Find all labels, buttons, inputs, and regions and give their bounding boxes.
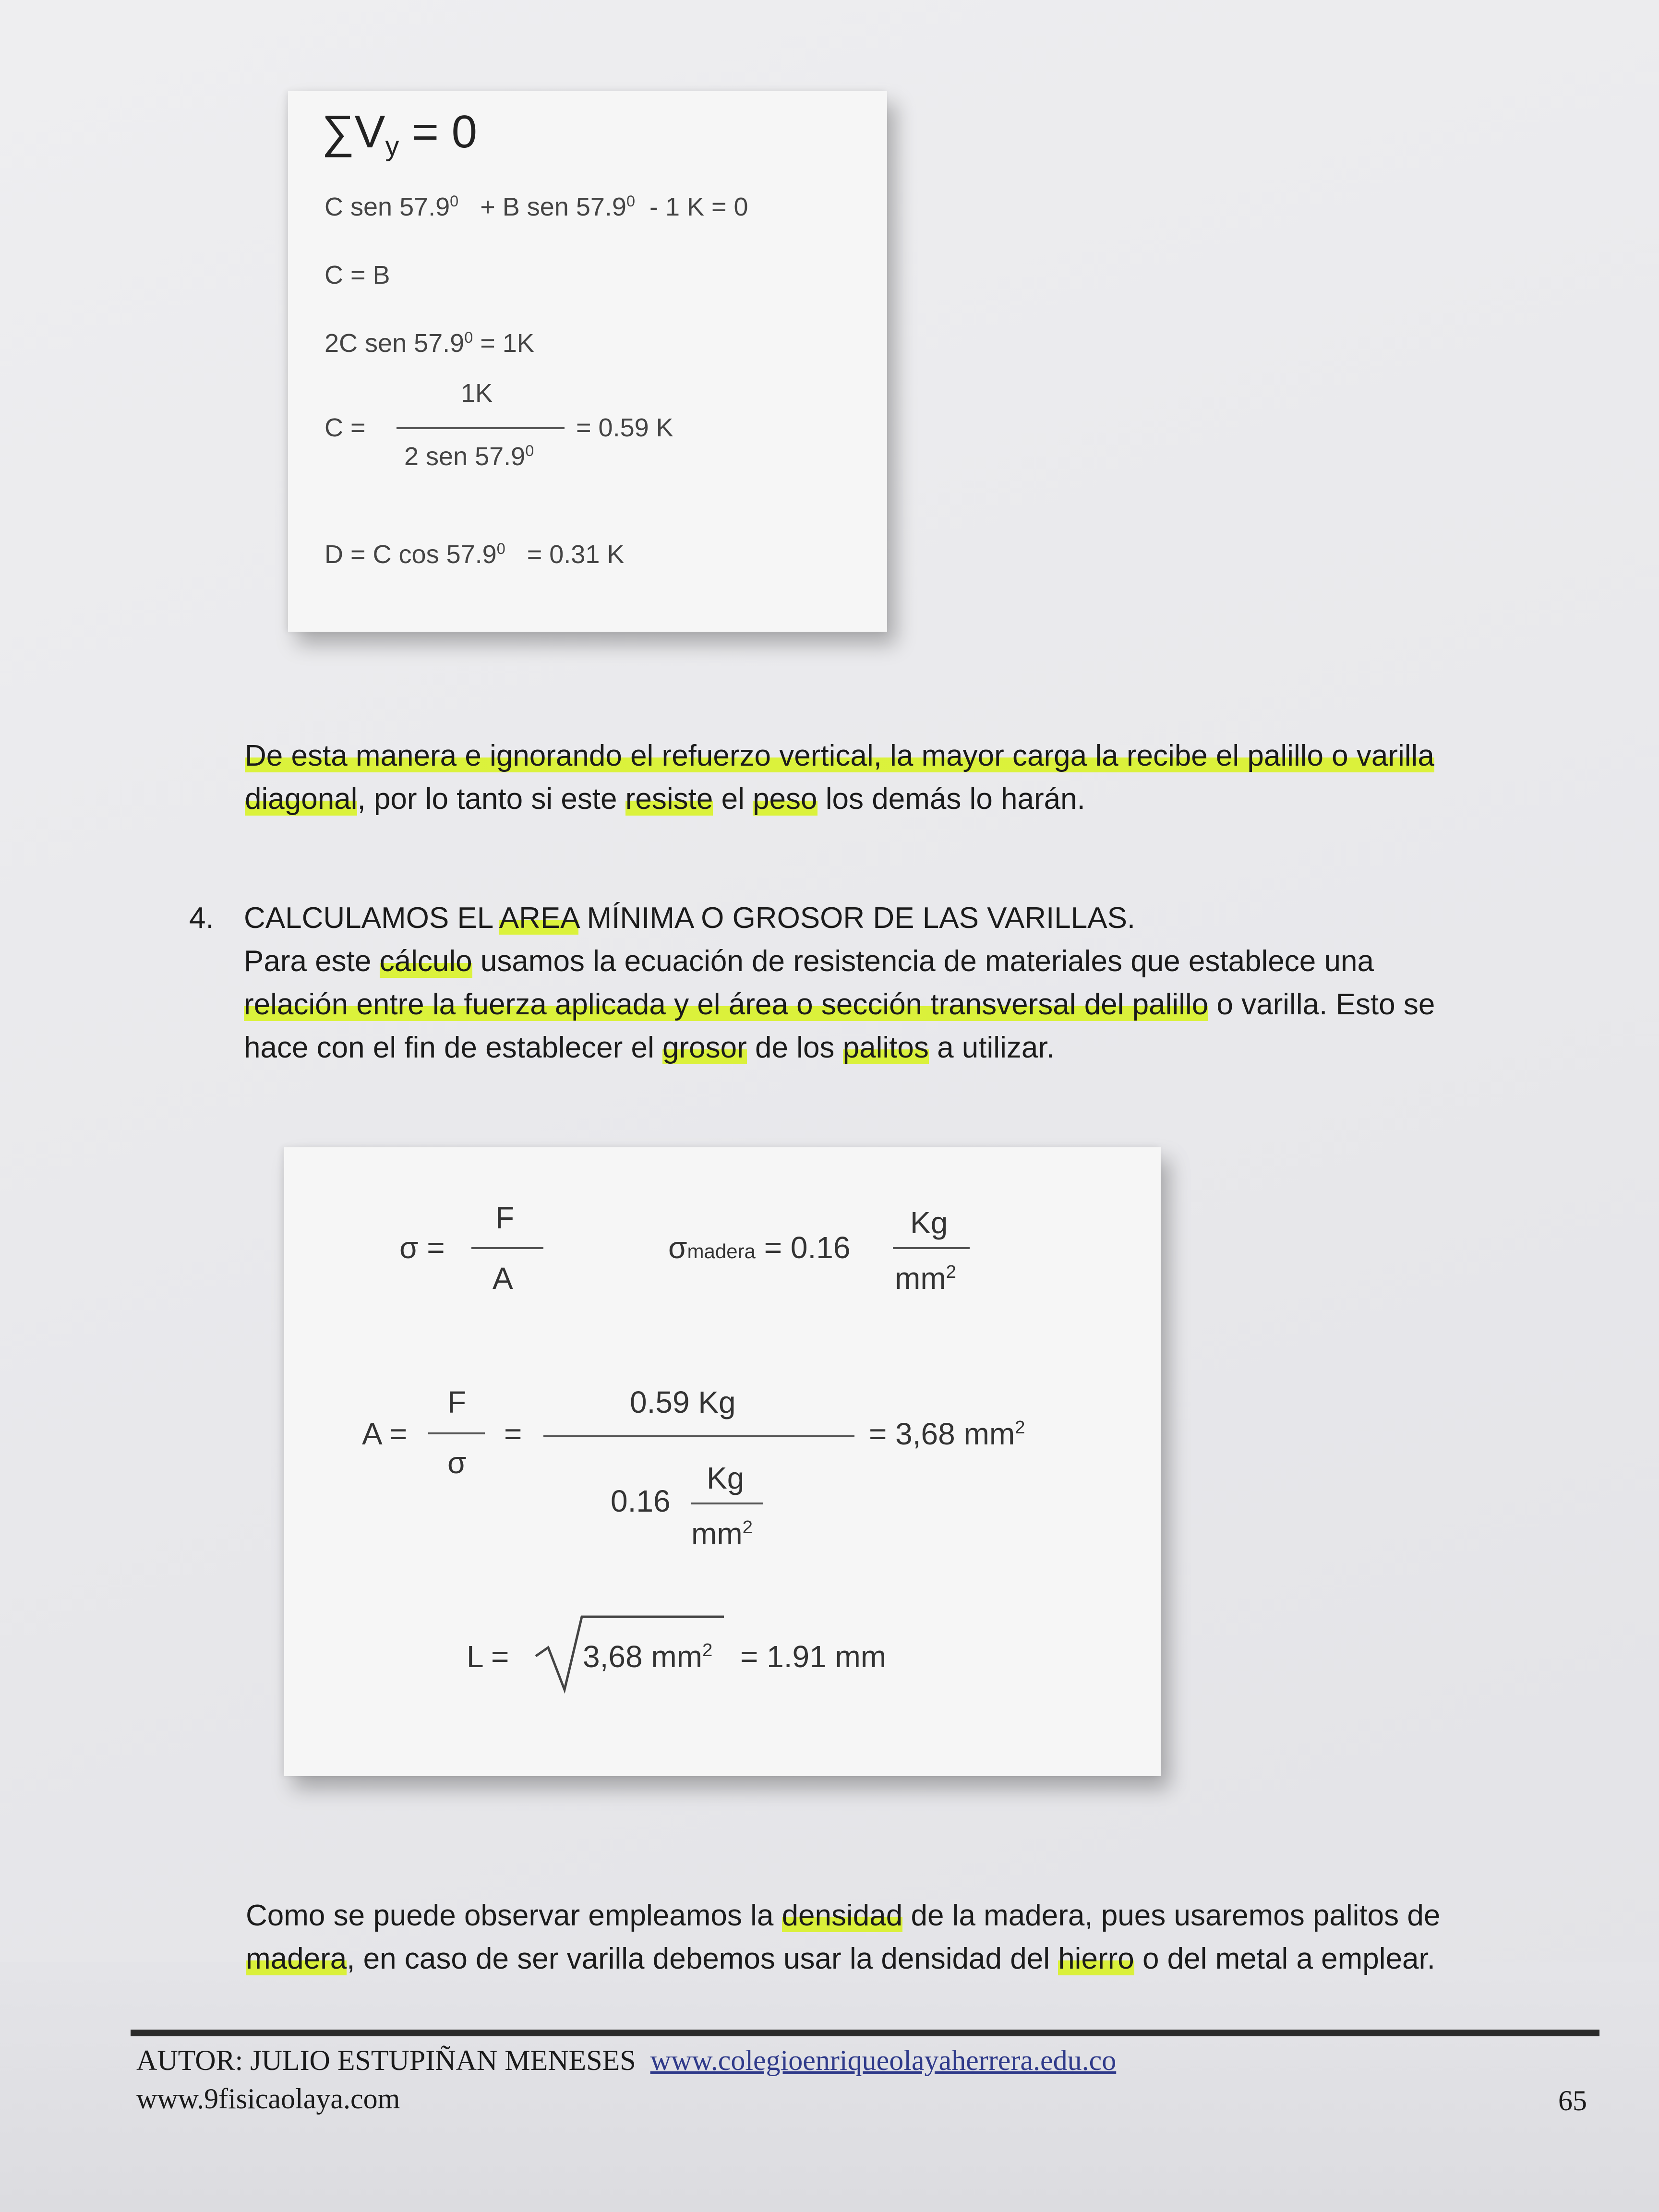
- paragraph-density: [246, 1894, 1440, 1981]
- sum-label: V: [354, 106, 385, 157]
- line1-part-a: C sen 57.9: [325, 192, 450, 221]
- highlighted-word: madera: [246, 1942, 347, 1975]
- square-exponent: 2: [946, 1261, 956, 1282]
- section-body: [244, 940, 1435, 1070]
- paragraph1-line1: [245, 734, 1434, 778]
- sigma-symbol: σ: [399, 1230, 419, 1265]
- equals-sign: =: [504, 1417, 522, 1451]
- text-run: usamos la ecuación de resistencia de materiales que establece una: [472, 945, 1374, 978]
- text-run: Para este: [244, 945, 380, 978]
- a-denominator: A: [493, 1261, 513, 1296]
- text-run: el: [713, 782, 753, 816]
- highlighted-word: palitos: [842, 1031, 929, 1064]
- sigma-subscript: madera: [687, 1240, 756, 1262]
- root-value-text: 3,68 mm: [583, 1639, 702, 1674]
- square-exponent: 2: [742, 1516, 753, 1538]
- text-run: o varilla. Esto se: [1208, 988, 1435, 1021]
- text-run: de los: [746, 1031, 843, 1064]
- sigma-symbol: σ: [668, 1230, 687, 1265]
- equation-line-1: [325, 192, 748, 222]
- area-den-kg: Kg: [707, 1461, 745, 1495]
- area-den-mm2: [691, 1516, 753, 1551]
- text-run: , por lo tanto si este: [357, 782, 625, 816]
- author-name: AUTOR: JULIO ESTUPIÑAN MENESES: [136, 2044, 636, 2076]
- section-body-line1: [244, 940, 1435, 983]
- kg-numerator: Kg: [910, 1205, 948, 1240]
- f-sigma-line: [428, 1432, 485, 1434]
- sigma-definition: [399, 1230, 445, 1265]
- section-heading: [244, 897, 1135, 940]
- text-run: de la madera, pues usaremos palitos de: [902, 1899, 1441, 1932]
- text-run: los demás lo harán.: [817, 782, 1085, 816]
- line3-part-b: = 1K: [480, 329, 534, 358]
- area-lhs: A =: [362, 1417, 408, 1451]
- text-run: a utilizar.: [928, 1031, 1055, 1064]
- equation-line-3: [325, 328, 534, 358]
- paragraph1-line2: [245, 778, 1434, 821]
- highlighted-word: cálculo: [379, 945, 472, 978]
- c-equation-lhs: C =: [325, 413, 366, 442]
- line1-part-c: - 1 K = 0: [649, 192, 748, 221]
- footer-rule: [131, 2030, 1599, 2036]
- f-over-sigma-num: F: [447, 1385, 467, 1419]
- school-website-link[interactable]: www.colegioenriqueolayaherrera.edu.co: [650, 2044, 1117, 2076]
- heading-text: MÍNIMA O GROSOR DE LAS VARILLAS.: [578, 902, 1136, 935]
- sum-vy-equation: [322, 106, 478, 162]
- mm2-denominator: [895, 1261, 956, 1296]
- paragraph-conclusion: [245, 734, 1434, 821]
- mm-unit: mm: [691, 1516, 743, 1551]
- equation-line-2: C = B: [325, 261, 390, 289]
- highlighted-word: hierro: [1058, 1942, 1134, 1975]
- area-fraction-line: [543, 1435, 854, 1437]
- text-run: , en caso de ser varilla debemos usar la densidad del: [347, 1942, 1058, 1975]
- highlighted-word: diagonal: [245, 782, 358, 816]
- degree-mark: 0: [626, 192, 635, 210]
- c-fraction-line: [397, 427, 565, 429]
- highlighted-phrase: relación entre la fuerza aplicada y el área o sección transversal del palillo: [244, 988, 1209, 1021]
- paragraph2-line1: [246, 1894, 1440, 1937]
- highlighted-word: resiste: [625, 782, 713, 816]
- d-equation: [325, 540, 624, 569]
- f-over-sigma-den: σ: [447, 1445, 467, 1480]
- paragraph2-line2: [246, 1937, 1440, 1981]
- units-fraction-line: [893, 1247, 970, 1249]
- line3-part-a: 2C sen 57.9: [325, 329, 465, 358]
- equals-sign: =: [427, 1230, 445, 1265]
- degree-mark: 0: [450, 192, 459, 210]
- equation-box-forces: [288, 91, 887, 632]
- heading-text: CALCULAMOS EL: [244, 902, 499, 935]
- sigma-madera: [668, 1230, 850, 1265]
- area-numerator: 0.59 Kg: [630, 1385, 736, 1419]
- highlighted-word: grosor: [662, 1031, 747, 1064]
- sum-symbol: ∑: [322, 106, 355, 157]
- f-numerator: F: [495, 1201, 515, 1235]
- sigma-value: = 0.16: [764, 1230, 851, 1265]
- square-exponent: 2: [702, 1639, 713, 1660]
- text-run: De esta manera e ignorando el refuerzo vertical, la mayor: [245, 739, 1013, 772]
- c-result: = 0.59 K: [576, 413, 673, 442]
- sum-rhs: = 0: [411, 106, 478, 157]
- c-denominator: [404, 442, 534, 471]
- highlighted-word: carga: [1012, 739, 1087, 772]
- area-result: [869, 1416, 1025, 1452]
- line1-part-b: + B sen 57.9: [480, 192, 626, 221]
- equation-box-area: [284, 1147, 1161, 1776]
- degree-mark: 0: [525, 442, 534, 459]
- footer-site[interactable]: www.9fisicaolaya.com: [136, 2083, 400, 2115]
- highlighted-word: AREA: [499, 902, 579, 935]
- length-result: = 1.91 mm: [740, 1639, 887, 1674]
- area-den-line: [691, 1503, 763, 1504]
- root-value: [583, 1639, 712, 1674]
- c-numerator: 1K: [461, 379, 493, 408]
- sum-subscript: y: [385, 131, 399, 162]
- length-lhs: L =: [467, 1639, 509, 1674]
- area-den-value: 0.16: [611, 1484, 671, 1518]
- page-number: 65: [1558, 2085, 1587, 2116]
- c-denominator-text: 2 sen 57.9: [404, 442, 526, 471]
- footer-author: [136, 2044, 1116, 2077]
- sigma-fraction-line: [471, 1247, 543, 1249]
- section-body-line3: [244, 1026, 1435, 1070]
- highlighted-word: densidad: [781, 1899, 903, 1932]
- section-body-line2: [244, 983, 1435, 1026]
- text-run: la recibe el palillo o varilla: [1087, 739, 1434, 772]
- degree-mark: 0: [496, 540, 505, 557]
- d-result: = 0.31 K: [527, 540, 625, 569]
- text-run: o del metal a emplear.: [1134, 1942, 1435, 1975]
- area-result-text: = 3,68 mm: [869, 1417, 1015, 1451]
- square-exponent: 2: [1015, 1417, 1025, 1438]
- highlighted-word: peso: [753, 782, 817, 816]
- mm-unit: mm: [895, 1261, 946, 1296]
- section-number: 4.: [189, 902, 214, 935]
- d-part-a: D = C cos 57.9: [325, 540, 497, 569]
- text-run: Como se puede observar empleamos la: [246, 1899, 782, 1932]
- text-run: hace con el fin de establecer el: [244, 1031, 662, 1064]
- degree-mark: 0: [464, 328, 473, 346]
